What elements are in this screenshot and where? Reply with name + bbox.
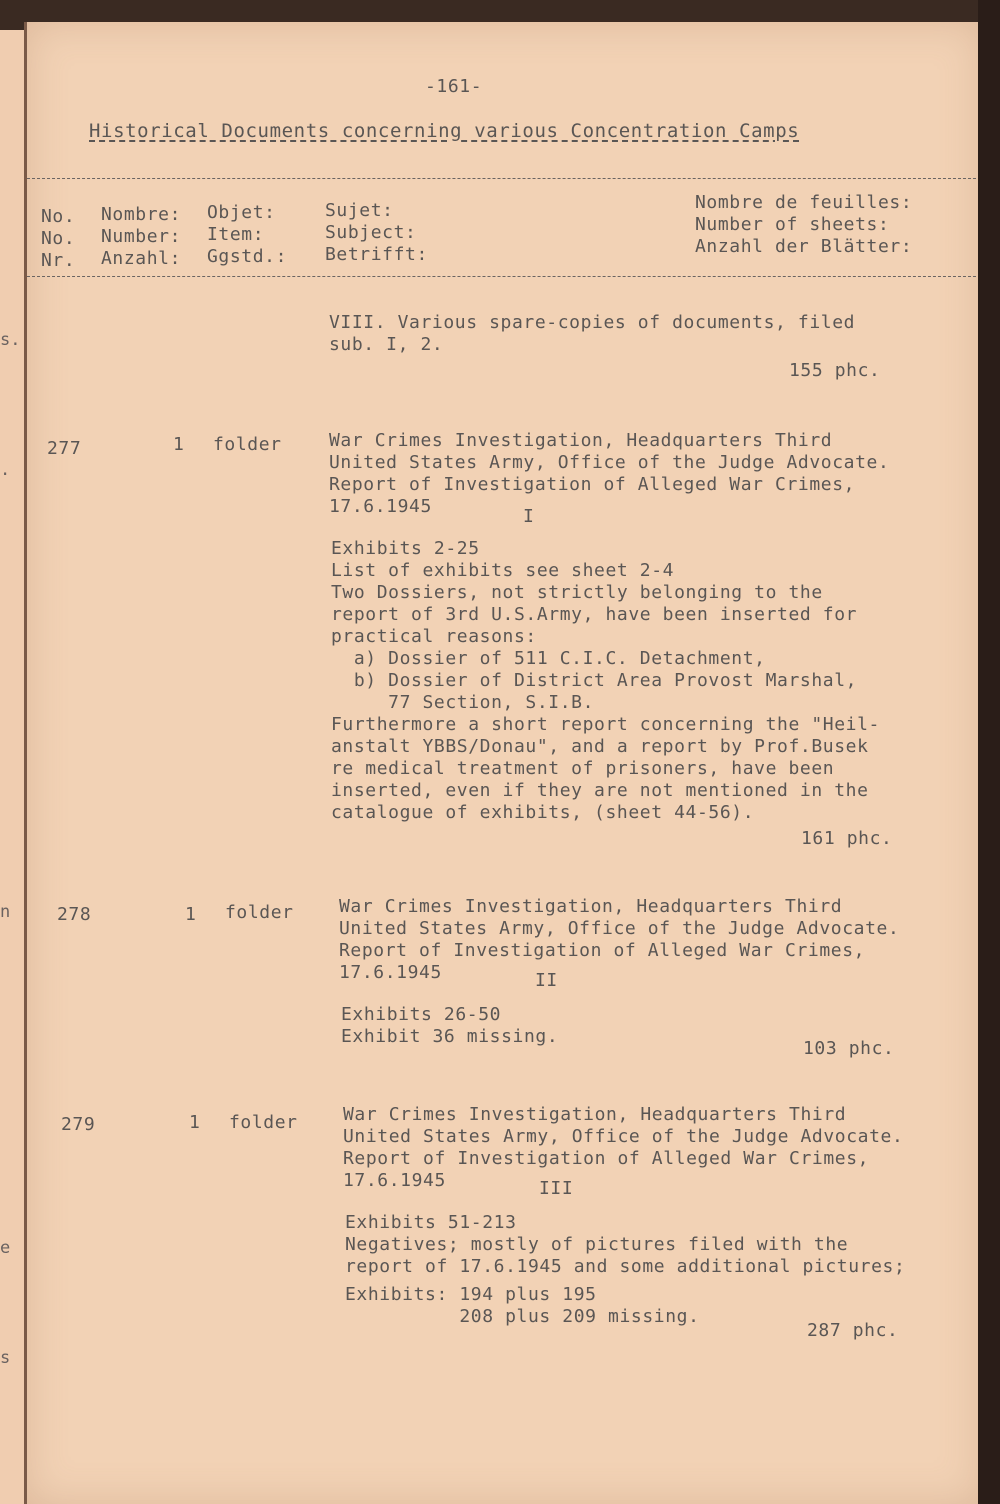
entry-subject-line: 17.6.1945 [343, 1170, 446, 1191]
entry-note-line: re medical treatment of prisoners, have been [331, 758, 835, 779]
entry-no: 279 [61, 1114, 96, 1135]
header-number-de: Anzahl: [101, 248, 182, 269]
entry-item: folder [225, 902, 294, 923]
entry-subject-line: United States Army, Office of the Judge Advocate. [339, 918, 900, 939]
entry-note-line: Exhibits 2-25 [331, 538, 480, 559]
entry-subject-line: 17.6.1945 [329, 496, 432, 517]
page-title: Historical Documents concerning various Concentration Camps [89, 120, 800, 142]
entry-subject-line: Report of Investigation of Alleged War Crimes, [339, 940, 866, 961]
entry-note-line: Exhibits 51-213 [345, 1212, 517, 1233]
entry-number: 1 [173, 434, 185, 455]
entry-note-line: 208 plus 209 missing. [345, 1306, 700, 1327]
entry-number: 1 [189, 1112, 201, 1133]
header-subject-fr: Sujet: [325, 200, 394, 221]
entry-subject-line: War Crimes Investigation, Headquarters Third [329, 430, 833, 451]
header-number-fr: Nombre: [101, 204, 182, 225]
volume-number: III [539, 1178, 574, 1199]
entry-note-line: b) Dossier of District Area Provost Marshal, [331, 670, 858, 691]
entry-note-line: practical reasons: [331, 626, 537, 647]
entry-note-line: Two Dossiers, not strictly belonging to the [331, 582, 823, 603]
entry-note-line: List of exhibits see sheet 2-4 [331, 560, 675, 581]
entry-subject-line: VIII. Various spare-copies of documents, filed [329, 312, 856, 333]
entry-subject-line: United States Army, Office of the Judge Advocate. [343, 1126, 904, 1147]
prev-page-char: . [0, 460, 11, 480]
entry-note-line: Negatives; mostly of pictures filed with the [345, 1234, 849, 1255]
entry-item: folder [213, 434, 282, 455]
prev-page-char: e [0, 1238, 11, 1258]
prev-page-char: s [0, 1348, 11, 1368]
entry-no: 277 [47, 438, 82, 459]
entry-note-line: catalogue of exhibits, (sheet 44-56). [331, 802, 755, 823]
header-bottom-rule [27, 276, 981, 277]
entry-subject-line: sub. I, 2. [329, 334, 444, 355]
entry-note-line: 77 Section, S.I.B. [331, 692, 595, 713]
entry-subject-line: War Crimes Investigation, Headquarters Third [339, 896, 843, 917]
entry-note-line: Exhibits 26-50 [341, 1004, 502, 1025]
prev-page-char: n [0, 902, 11, 922]
entry-note-line: Furthermore a short report concerning the "Heil- [331, 714, 880, 735]
prev-page-char: s. [0, 330, 21, 350]
entry-subject-line: 17.6.1945 [339, 962, 442, 983]
header-number-en: Number: [101, 226, 182, 247]
header-no-fr: No. [41, 206, 76, 227]
entry-number: 1 [185, 904, 197, 925]
document-page [24, 22, 981, 1504]
header-no-de: Nr. [41, 250, 76, 271]
header-item-fr: Objet: [207, 202, 276, 223]
entry-note-line: a) Dossier of 511 C.I.C. Detachment, [331, 648, 766, 669]
entry-subject-line: Report of Investigation of Alleged War Crimes, [329, 474, 856, 495]
scan-background-edge [978, 0, 1000, 1504]
sheet-count: 161 phc. [801, 828, 893, 849]
entry-note-line: anstalt YBBS/Donau", and a report by Prof.Busek [331, 736, 869, 757]
header-top-rule [27, 178, 981, 179]
header-subject-de: Betrifft: [325, 244, 428, 265]
entry-no: 278 [57, 904, 92, 925]
entry-note-line: Exhibits: 194 plus 195 [345, 1284, 597, 1305]
entry-subject-line: United States Army, Office of the Judge Advocate. [329, 452, 890, 473]
header-item-de: Ggstd.: [207, 246, 288, 267]
entry-item: folder [229, 1112, 298, 1133]
header-item-en: Item: [207, 224, 265, 245]
page-number: -161- [425, 76, 483, 97]
entry-note-line: inserted, even if they are not mentioned in the [331, 780, 869, 801]
header-sheets-en: Number of sheets: [695, 214, 890, 235]
entry-subject-line: War Crimes Investigation, Headquarters Third [343, 1104, 847, 1125]
sheet-count: 103 phc. [803, 1038, 895, 1059]
entry-subject-line: Report of Investigation of Alleged War Crimes, [343, 1148, 870, 1169]
header-sheets-de: Anzahl der Blätter: [695, 236, 913, 257]
sheet-count: 155 phc. [789, 360, 881, 381]
sheet-count: 287 phc. [807, 1320, 899, 1341]
volume-number: II [535, 970, 558, 991]
entry-note-line: report of 3rd U.S.Army, have been inserted for [331, 604, 858, 625]
header-subject-en: Subject: [325, 222, 417, 243]
entry-note-line: Exhibit 36 missing. [341, 1026, 559, 1047]
entry-note-line: report of 17.6.1945 and some additional pictures; [345, 1256, 906, 1277]
header-no-en: No. [41, 228, 76, 249]
header-sheets-fr: Nombre de feuilles: [695, 192, 913, 213]
volume-number: I [523, 506, 535, 527]
